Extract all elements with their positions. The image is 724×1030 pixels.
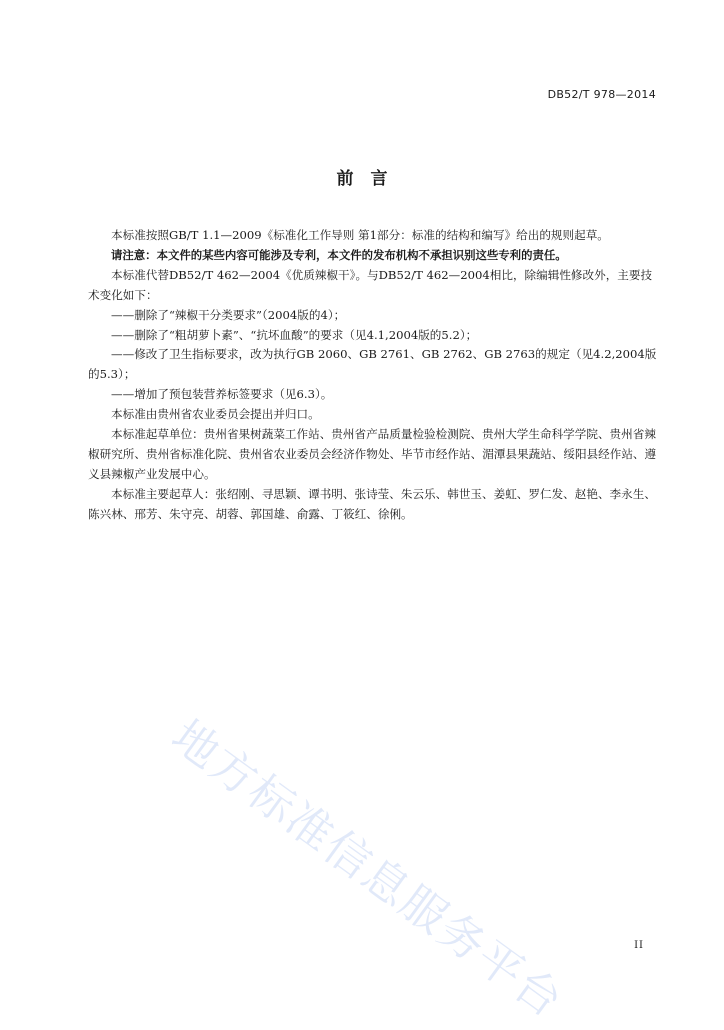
drafting-units-paragraph: 本标准起草单位：贵州省果树蔬菜工作站、贵州省产品质量检验检测院、贵州大学生命科学学院、贵州省辣椒研究所、贵州省标准化院、贵州省农业委员会经济作物处、毕节市经作站、湄潭县果蔬站、绥阳县经作站、遵义县辣椒产业发展中心。 xyxy=(88,427,657,481)
patent-notice: 请注意：本文件的某些内容可能涉及专利，本文件的发布机构不承担识别这些专利的责任。 xyxy=(111,247,567,262)
change-item-4: ——增加了预包装营养标签要求（见6.3）。 xyxy=(111,387,333,402)
page-title: 前 言 xyxy=(336,169,388,189)
drafters-paragraph: 本标准主要起草人：张绍刚、寻思颖、谭书明、张诗莹、朱云乐、韩世玉、姜虹、罗仁发、赵艳、李永生、陈兴林、邢芳、朱守亮、胡蓉、郭国雄、俞露、丁筱红、徐俐。 xyxy=(88,486,656,521)
change-item-3: ——修改了卫生指标要求，改为执行GB 2060、GB 2761、GB 2762、GB 2763的规定（见4.2,2004版的5.3）； xyxy=(88,347,657,382)
drafting-rules-paragraph: 本标准按照GB/T 1.1—2009《标准化工作导则 第1部分：标准的结构和编写》给出的规则起草。 xyxy=(111,228,609,242)
replacement-paragraph: 本标准代替DB52/T 462—2004《优质辣椒干》。与DB52/T 462—2004相比，除编辑性修改外，主要技术变化如下： xyxy=(88,267,653,302)
watermark: 地方标准信息服务平台 xyxy=(162,709,574,1029)
standard-code: DB52/T 978—2014 xyxy=(547,88,656,101)
change-item-2: ——删除了“粗胡萝卜素”、“抗坏血酸”的要求（见4.1,2004版的5.2）； xyxy=(111,327,478,342)
page-number: II xyxy=(634,940,644,951)
proposer-paragraph: 本标准由贵州省农业委员会提出并归口。 xyxy=(111,407,320,422)
foreword-body xyxy=(88,226,658,525)
change-item-1: ——删除了“辣椒干分类要求”（2004版的4）； xyxy=(111,307,346,322)
